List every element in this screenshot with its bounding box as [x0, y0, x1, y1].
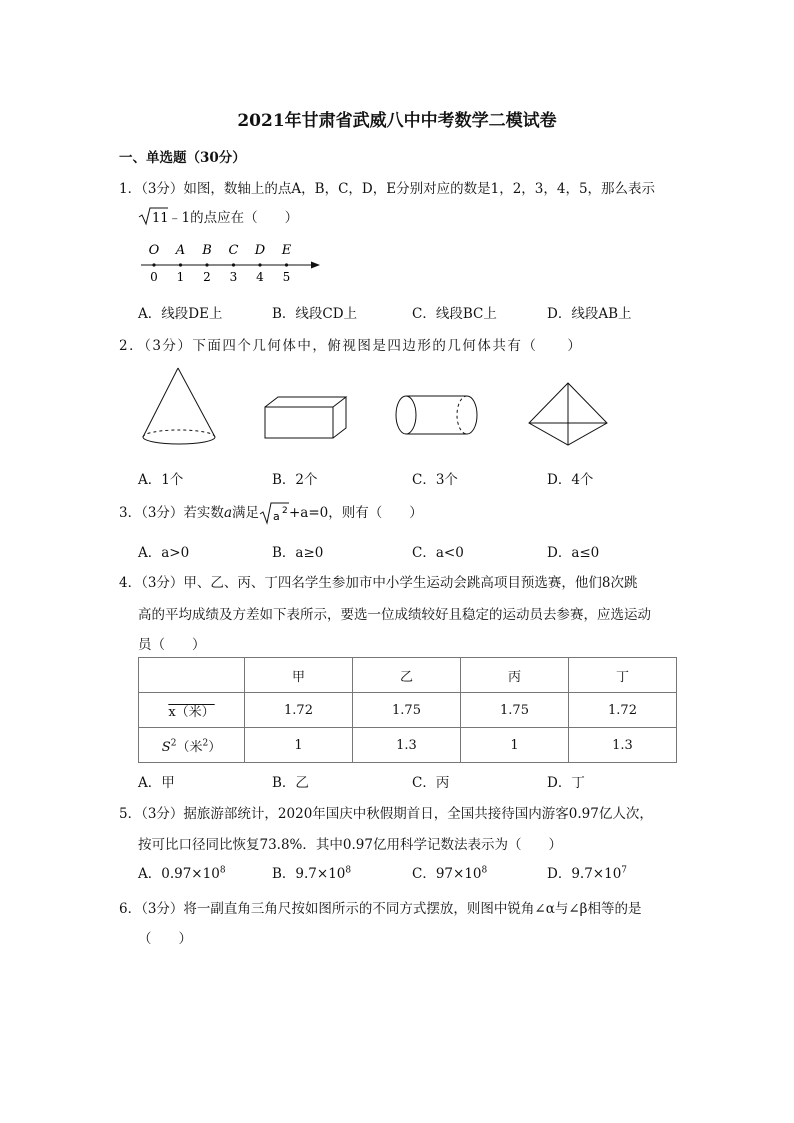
table-header: 甲	[245, 658, 353, 693]
question-5-line1: 5．（3分）据旅游部统计，2020年国庆中秋假期首日，全国共接待国内游客0.97亿人次，	[119, 806, 653, 822]
axis-letter-label: O	[148, 243, 160, 258]
axis-letter-label: D	[254, 243, 266, 258]
question-5-line2: 按可比口径同比恢复73.8%．其中0.97亿用科学记数法表示为（ ）	[138, 837, 562, 853]
q2-option-b[interactable]: B．2个	[272, 472, 318, 488]
question-4-line1: 4．（3分）甲、乙、丙、丁四名学生参加市中小学生运动会跳高项目预选赛，他们8次跳	[119, 575, 638, 591]
variance-symbol: S	[161, 739, 171, 755]
row-label-mean	[139, 693, 245, 728]
q3-radicand: a	[273, 510, 280, 523]
question-1-line1: 1．（3分）如图，数轴上的点A，B，C，D，E分别对应的数是1，2，3，4，5，那么表示	[119, 181, 656, 197]
axis-point	[285, 263, 288, 266]
variance-unit: （米	[176, 739, 203, 755]
table-cell	[139, 658, 245, 693]
q4-option-a[interactable]: A．甲	[138, 775, 175, 791]
question-4-line2: 高的平均成绩及方差如下表所示，要选一位成绩较好且稳定的运动员去参赛，应选运动	[138, 607, 651, 623]
variance-close: ）	[208, 739, 222, 755]
question-2-text: 2．（3分）下面四个几何体中，俯视图是四边形的几何体共有（ ）	[119, 338, 583, 354]
option-base: C．97×10	[412, 866, 482, 882]
table-cell: 1.3	[569, 728, 677, 763]
q1-option-d[interactable]: D．线段AB上	[547, 306, 632, 322]
section-heading: 一、单选题（30分）	[119, 150, 246, 166]
axis-point	[232, 263, 235, 266]
table-cell: 1.75	[353, 693, 461, 728]
q5-option-a[interactable]	[138, 862, 226, 882]
score-table	[138, 657, 677, 763]
axis-letter-label: C	[228, 243, 239, 258]
axis-letter-label: A	[175, 243, 186, 258]
q1-option-a[interactable]: A．线段DE上	[138, 306, 223, 322]
q3-exponent: 2	[282, 506, 288, 516]
question-3-text	[119, 501, 423, 525]
table-cell: 1.72	[569, 693, 677, 728]
table-row	[139, 728, 677, 763]
q3-variable: a	[223, 505, 232, 521]
cylinder-figure	[393, 393, 485, 439]
table-header: 乙	[353, 658, 461, 693]
axis-number-label: 4	[256, 270, 264, 284]
table-header: 丙	[461, 658, 569, 693]
question-1-rest: ﹣1的点应在（ ）	[168, 210, 299, 226]
axis-letter-label: E	[281, 243, 292, 258]
table-row	[139, 658, 677, 693]
axis-point	[258, 263, 261, 266]
page-title: 2021年甘肃省武威八中中考数学二模试卷	[237, 111, 557, 131]
table-cell: 1	[461, 728, 569, 763]
variance-exponent: 2	[170, 738, 177, 749]
q3-mid: 满足	[232, 505, 259, 521]
q4-option-d[interactable]: D．丁	[547, 775, 585, 791]
table-cell: 1.3	[353, 728, 461, 763]
radicand: 11	[152, 211, 168, 226]
q3-option-b[interactable]: B．a≥0	[272, 545, 324, 561]
question-4-line3: 员（ ）	[138, 637, 206, 653]
cuboid-figure	[262, 392, 350, 444]
q2-option-d[interactable]: D．4个	[547, 472, 594, 488]
q1-option-b[interactable]: B．线段CD上	[272, 306, 358, 322]
table-header: 丁	[569, 658, 677, 693]
axis-number-label: 5	[282, 270, 291, 284]
q3-option-a[interactable]: A．a>0	[138, 545, 190, 561]
table-cell: 1.75	[461, 693, 569, 728]
radical-sign-icon	[138, 206, 168, 226]
number-line-figure	[138, 238, 328, 286]
unit-exponent: 2	[202, 738, 209, 749]
option-base: D．9.7×10	[547, 866, 622, 882]
option-exponent: 8	[219, 865, 226, 876]
table-cell: 1	[245, 728, 353, 763]
q5-option-d[interactable]	[547, 862, 627, 882]
question-6-line1: 6．（3分）将一副直角三角尺按如图所示的不同方式摆放，则图中锐角∠α与∠β相等的是	[119, 901, 642, 917]
cone-figure	[138, 364, 228, 452]
q2-option-c[interactable]: C．3个	[412, 472, 458, 488]
table-row	[139, 693, 677, 728]
axis-number-label: 3	[229, 270, 238, 284]
q5-option-c[interactable]	[412, 862, 487, 882]
pyramid-figure	[526, 380, 612, 452]
q4-option-b[interactable]: B．乙	[272, 775, 309, 791]
row-label-variance	[139, 728, 245, 763]
q3-prefix: 3．（3分）若实数	[119, 505, 224, 521]
axis-number-label: 0	[150, 270, 158, 284]
axis-number-label: 2	[203, 270, 211, 284]
question-1-line2	[138, 206, 298, 226]
axis-point	[205, 263, 208, 266]
option-base: A．0.97×10	[138, 866, 220, 882]
sqrt-symbol	[138, 206, 168, 226]
axis-letter-label: B	[202, 243, 212, 258]
question-6-line2: （ ）	[138, 931, 192, 947]
option-exponent: 8	[345, 865, 352, 876]
mean-label: x（米）	[168, 704, 215, 720]
axis-point	[152, 263, 155, 266]
q3-option-c[interactable]: C．a<0	[412, 545, 464, 561]
q2-option-a[interactable]: A．1个	[138, 472, 184, 488]
q3-suffix: +a=0，则有（ ）	[289, 505, 423, 521]
arrow-icon	[311, 262, 320, 269]
radical-sign-icon	[259, 501, 289, 525]
option-exponent: 8	[481, 865, 488, 876]
q5-option-b[interactable]	[272, 862, 351, 882]
table-cell: 1.72	[245, 693, 353, 728]
option-base: B．9.7×10	[272, 866, 346, 882]
option-exponent: 7	[621, 865, 628, 876]
axis-number-label: 1	[176, 270, 185, 284]
axis-point	[179, 263, 182, 266]
q1-option-c[interactable]: C．线段BC上	[412, 306, 497, 322]
q3-option-d[interactable]: D．a≤0	[547, 545, 600, 561]
q4-option-c[interactable]: C．丙	[412, 775, 450, 791]
